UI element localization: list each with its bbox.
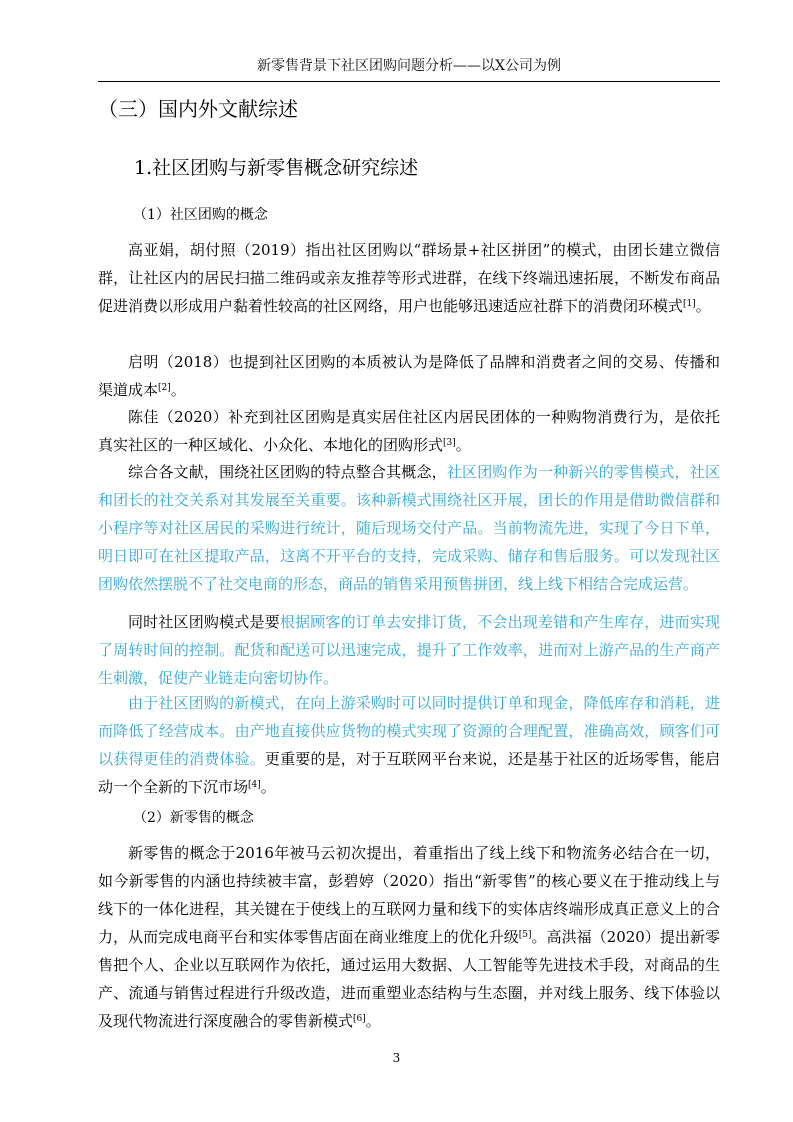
paragraph-4 bbox=[98, 458, 720, 598]
paragraph-5-plain: 同时社区团购模式是要 bbox=[128, 613, 280, 631]
page-number: 3 bbox=[392, 1051, 401, 1065]
citation-5[interactable]: [5] bbox=[518, 930, 532, 940]
paragraph-3 bbox=[98, 403, 720, 459]
paragraph-4-plain: 综合各文献，围绕社区团购的特点整合其概念， bbox=[128, 463, 447, 481]
paragraph-2 bbox=[98, 348, 720, 404]
running-header: 新零售背景下社区团购问题分析——以X公司为例 bbox=[257, 58, 561, 74]
paragraph-7-part-b: 。高洪福（2020）提出新零售把个人、企业以互联网作为依托，通过运用大数据、人工智能等先进技术手段，对商品的生产、流通与销售过程进行升级改造，进而重塑业态结构与生态圈，并对线上服务、线下体验以及现代物流进行深度融合的零售新模式 bbox=[98, 928, 720, 1030]
concept2-title: （2）新零售的概念 bbox=[133, 810, 254, 826]
paragraph-2-text: 启明（2018）也提到社区团购的本质被认为是降低了品牌和消费者之间的交易、传播和渠道成本 bbox=[98, 353, 720, 399]
paragraph-6 bbox=[98, 689, 720, 801]
citation-6[interactable]: [6] bbox=[353, 1014, 366, 1024]
paragraph-6-end: 。 bbox=[260, 778, 276, 796]
paragraph-1-text: 高亚娟，胡付照（2019）指出社区团购以“群场景+社区拼团”的模式，由团长建立微信群，让社区内的居民扫描二维码或亲友推荐等形式进群，在线下终端迅速拓展，不断发布商品促进消费以形成用户黏着性较高的社区网络，用户也能够迅速适应社群下的消费闭环模式 bbox=[98, 241, 720, 315]
paragraph-7 bbox=[98, 839, 720, 1035]
paragraph-7-end: 。 bbox=[365, 1012, 381, 1030]
paragraph-1-end: 。 bbox=[695, 297, 711, 315]
header-rule bbox=[98, 81, 720, 82]
paragraph-5 bbox=[98, 608, 720, 692]
paragraph-1 bbox=[98, 236, 720, 320]
paragraph-4-highlight: 社区团购作为一种新兴的零售模式，社区和团长的社交关系对其发展至关重要。该种新模式围绕社区开展，团长的作用是借助微信群和小程序等对社区居民的采购进行统计，随后现场交付产品。当前物流先进，实现了今日下单，明日即可在社区提取产品，这离不开平台的支持，完成采购、储存和售后服务。可以发现社区团购依然摆脱不了社交电商的形态，商品的销售采用预售拼团，线上线下相结合完成运营。 bbox=[98, 463, 720, 593]
citation-3[interactable]: [3] bbox=[443, 438, 456, 448]
paragraph-6-plain: 更重要的是，对于互联网平台来说，还是基于社区的近场零售，能启动一个全新的下沉市场 bbox=[98, 750, 720, 796]
citation-2[interactable]: [2] bbox=[158, 383, 171, 393]
citation-1[interactable]: [1] bbox=[683, 299, 696, 309]
paragraph-3-end: 。 bbox=[455, 436, 471, 454]
paragraph-7-part-a: 新零售的概念于2016年被马云初次提出，着重指出了线上线下和物流务必结合在一切，如今新零售的内涵也持续被丰富，彭碧婷（2020）指出“新零售”的核心要义在于推动线上与线下的一体化进程，其关键在于使线上的互联网力量和线下的实体店终端形成真正意义上的合力，从而完成电商平台和实体零售店面在商业维度上的优化升级 bbox=[98, 844, 720, 946]
concept1-title: （1）社区团购的概念 bbox=[133, 207, 268, 223]
paragraph-2-end: 。 bbox=[170, 381, 186, 399]
citation-4[interactable]: [4] bbox=[248, 780, 261, 790]
paragraph-5-highlight: 根据顾客的订单去安排订货，不会出现差错和产生库存，进而实现了周转时间的控制。配货和配送可以迅速完成，提升了工作效率，进而对上游产品的生产商产生刺激，促使产业链走向密切协作。 bbox=[98, 613, 720, 687]
section-title: （三）国内外文献综述 bbox=[98, 97, 298, 121]
paragraph-6-highlight: 由于社区团购的新模式，在向上游采购时可以同时提供订单和现金，降低库存和消耗，进而降低了经营成本。由产地直接供应货物的模式实现了资源的合理配置，准确高效，顾客们可以获得更佳的消费体验。 bbox=[98, 694, 720, 768]
paragraph-3-text: 陈佳（2020）补充到社区团购是真实居住社区内居民团体的一种购物消费行为，是依托真实社区的一种区域化、小众化、本地化的团购形式 bbox=[98, 408, 720, 454]
subsection-title: 1.社区团购与新零售概念研究综述 bbox=[134, 157, 419, 179]
